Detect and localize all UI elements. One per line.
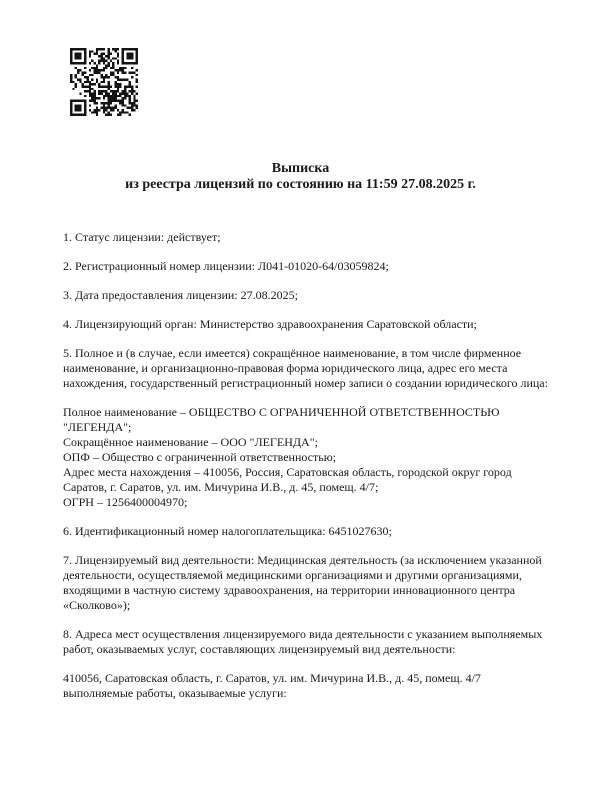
doc-line: 1. Статус лицензии: действует; (63, 230, 221, 244)
document-title-line2: из реестра лицензий по состоянию на 11:59 27.08.2025 г. (125, 177, 476, 192)
doc-line: нахождения, государственный регистрационный номер записи о создании юридического лица: (63, 376, 548, 390)
doc-line: наименование, и организационно-правовая форма юридического лица, адрес его места (63, 361, 508, 375)
qr-code-icon (70, 48, 138, 116)
doc-line: входящими в частную систему здравоохранения, на территории инновационного центра (63, 583, 516, 597)
doc-line: 8. Адреса мест осуществления лицензируемого вида деятельности с указанием выполняемых (63, 627, 543, 641)
document-body (63, 230, 557, 701)
doc-line: работ, оказываемых услуг, составляющих лицензируемый вид деятельности: (63, 642, 456, 656)
doc-line: 7. Лицензируемый вид деятельности: Медицинская деятельность (за исключением указанной (63, 553, 542, 567)
paragraph-activity-addresses-heading (63, 627, 557, 657)
paragraph-reg-number (63, 259, 557, 274)
doc-line: Адрес места нахождения – 410056, Россия, Саратовская область, городской округ город (63, 465, 512, 479)
paragraph-license-date (63, 288, 557, 303)
doc-line: 2. Регистрационный номер лицензии: Л041-01020-64/03059824; (63, 259, 389, 273)
paragraph-activity-type (63, 553, 557, 613)
document-title-line1: Выписка (271, 161, 330, 176)
doc-line: 410056, Саратовская область, г. Саратов, ул. им. Мичурина И.В., д. 45, помещ. 4/7 (63, 671, 481, 685)
doc-line: 6. Идентификационный номер налогоплательщика: 6451027630; (63, 524, 392, 538)
doc-line: 3. Дата предоставления лицензии: 27.08.2025; (63, 288, 298, 302)
paragraph-org-details (63, 405, 557, 510)
paragraph-status (63, 230, 557, 245)
paragraph-name-heading (63, 346, 557, 391)
doc-line: "ЛЕГЕНДА"; (63, 420, 132, 434)
paragraph-activity-address (63, 671, 557, 701)
doc-line: Сокращённое наименование – ООО "ЛЕГЕНДА"; (63, 435, 318, 449)
doc-line: ОГРН – 1256400004970; (63, 495, 188, 509)
doc-line: выполняемые работы, оказываемые услуги: (63, 686, 287, 700)
doc-line: Саратов, г. Саратов, ул. им. Мичурина И.В., д. 45, помещ. 4/7; (63, 480, 379, 494)
paragraph-licensing-authority (63, 317, 557, 332)
doc-line: 4. Лицензирующий орган: Министерство здравоохранения Саратовской области; (63, 317, 477, 331)
doc-line: 5. Полное и (в случае, если имеется) сокращённое наименование, в том числе фирменное (63, 346, 522, 360)
paragraph-inn (63, 524, 557, 539)
doc-line: «Сколково»); (63, 598, 131, 612)
doc-line: ОПФ – Общество с ограниченной ответственностью; (63, 450, 337, 464)
doc-line: Полное наименование – ОБЩЕСТВО С ОГРАНИЧЕННОЙ ОТВЕТСТВЕННОСТЬЮ (63, 405, 500, 419)
doc-line: деятельности, осуществляемой медицинскими организациями и другими организациями, (63, 568, 522, 582)
